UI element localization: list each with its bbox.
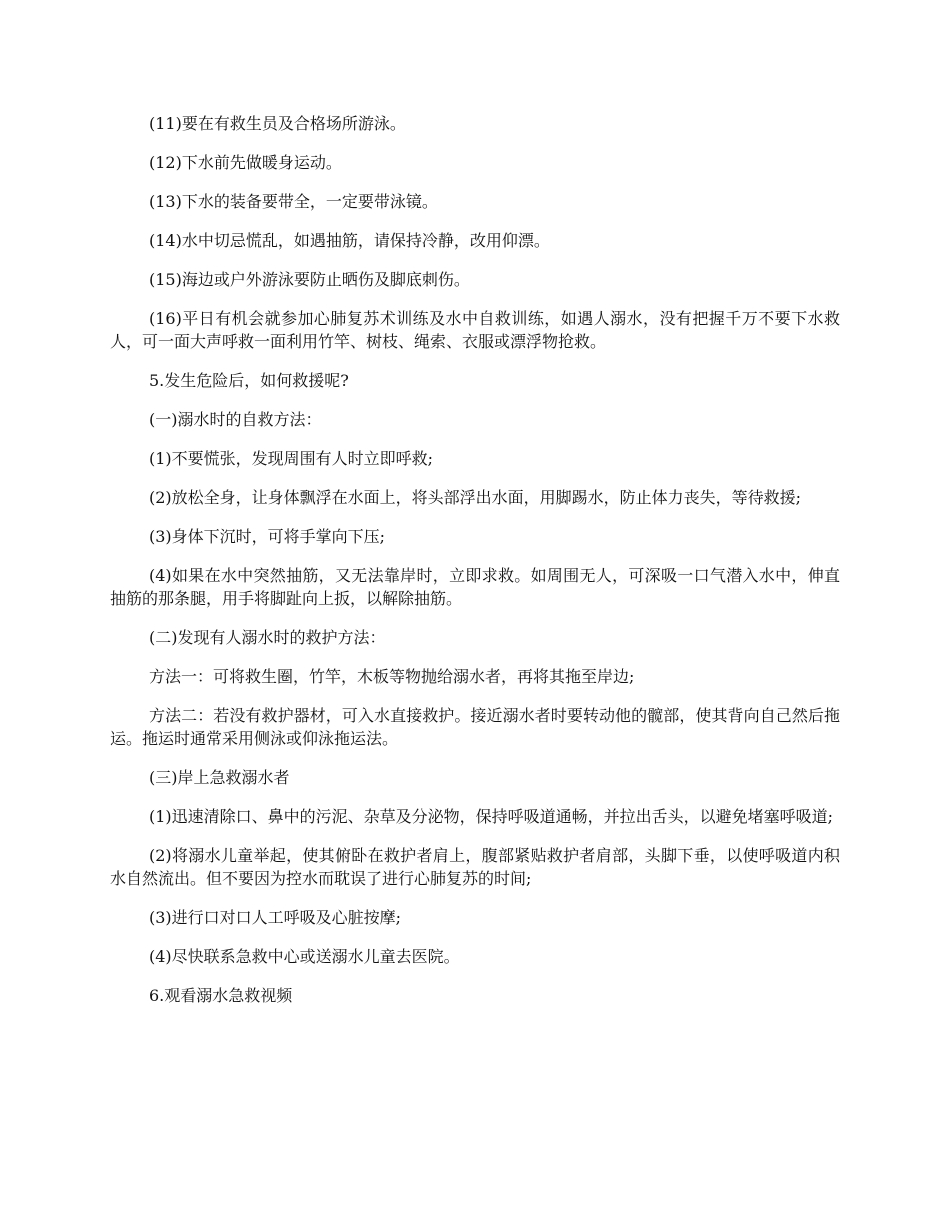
- paragraph: (2)将溺水儿童举起，使其俯卧在救护者肩上，腹部紧贴救护者肩部，头脚下垂，以使呼吸道内积水自然流出。但不要因为控水而耽误了进行心肺复苏的时间;: [110, 846, 840, 888]
- section-heading: 5.发生危险后，如何救援呢?: [149, 371, 349, 390]
- paragraph: (15)海边或户外游泳要防止晒伤及脚底刺伤。: [149, 270, 470, 289]
- paragraph: (16)平日有机会就参加心肺复苏术训练及水中自救训练，如遇人溺水，没有把握千万不要下水救人，可一面大声呼救一面利用竹竿、树枝、绳索、衣服或漂浮物抢救。: [110, 309, 840, 351]
- subsection-heading: (一)溺水时的自救方法：: [149, 410, 322, 429]
- paragraph: (13)下水的装备要带全，一定要带泳镜。: [149, 192, 438, 211]
- paragraph: (3)进行口对口人工呼吸及心脏按摩;: [149, 908, 402, 927]
- paragraph: (4)如果在水中突然抽筋，又无法靠岸时，立即求救。如周围无人，可深吸一口气潜入水中，伸直抽筋的那条腿，用手将脚趾向上扳，以解除抽筋。: [110, 566, 840, 608]
- subsection-heading: (三)岸上急救溺水者: [149, 768, 290, 787]
- paragraph: (11)要在有救生员及合格场所游泳。: [149, 114, 406, 133]
- paragraph: 方法二：若没有救护器材，可入水直接救护。接近溺水者时要转动他的髋部，使其背向自己然后拖运。拖运时通常采用侧泳或仰泳拖运法。: [110, 706, 840, 748]
- document-body: [110, 112, 840, 1023]
- paragraph: 方法一：可将救生圈，竹竿，木板等物抛给溺水者，再将其拖至岸边;: [149, 667, 635, 686]
- paragraph: (3)身体下沉时，可将手掌向下压;: [149, 527, 386, 546]
- paragraph: (4)尽快联系急救中心或送溺水儿童去医院。: [149, 947, 460, 966]
- paragraph: (14)水中切忌慌乱，如遇抽筋，请保持冷静，改用仰漂。: [149, 231, 550, 250]
- paragraph: (2)放松全身，让身体飘浮在水面上，将头部浮出水面，用脚踢水，防止体力丧失，等待救援;: [149, 488, 802, 507]
- paragraph: (1)迅速清除口、鼻中的污泥、杂草及分泌物，保持呼吸道通畅，并拉出舌头，以避免堵塞呼吸道;: [149, 807, 834, 826]
- paragraph: (1)不要慌张，发现周围有人时立即呼救;: [149, 449, 434, 468]
- section-heading: 6.观看溺水急救视频: [149, 986, 293, 1005]
- subsection-heading: (二)发现有人溺水时的救护方法：: [149, 628, 386, 647]
- paragraph: (12)下水前先做暖身运动。: [149, 153, 342, 172]
